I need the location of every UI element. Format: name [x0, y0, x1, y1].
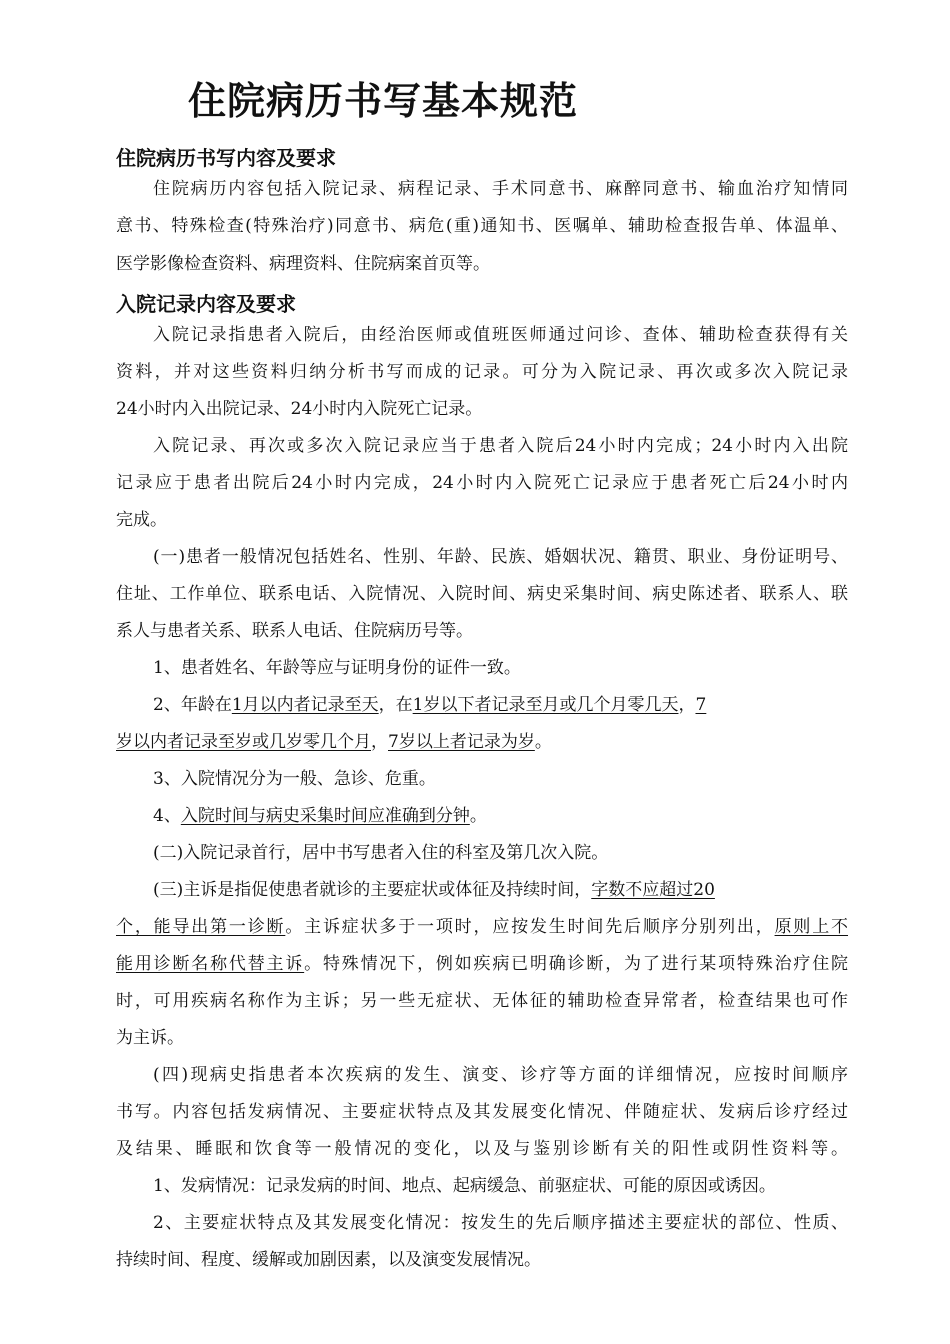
section-heading-admission-record: 入院记录内容及要求	[116, 292, 296, 316]
paragraph-line: 入院记录指患者入院后，由经治医师或值班医师通过问诊、查体、辅助检查获得有关	[153, 325, 848, 345]
paragraph-line: (三)主诉是指促使患者就诊的主要症状或体征及持续时间，字数不应超过20	[153, 880, 715, 900]
paragraph-line: 书写。内容包括发病情况、主要症状特点及其发展变化情况、伴随症状、发病后诊疗经过	[116, 1102, 848, 1122]
list-item-continuation: 岁以内者记录至岁或几岁零几个月，7岁以上者记录为岁。	[116, 732, 552, 752]
paragraph-line: 入院记录、再次或多次入院记录应当于患者入院后24小时内完成；24小时内入出院	[153, 436, 848, 456]
document-title: 住院病历书写基本规范	[188, 79, 579, 123]
underlined-text: 原则上不	[774, 917, 849, 937]
underlined-text: 个，能导出第一诊断	[116, 917, 286, 937]
paragraph-line: 医学影像检查资料、病理资料、住院病案首页等。	[116, 254, 490, 274]
paragraph-line: 资料，并对这些资料归纳分析书写而成的记录。可分为入院记录、再次或多次入院记录	[116, 362, 848, 382]
underlined-text: 1岁以下者记录至月或几个月零几天	[412, 695, 679, 715]
paragraph-line: 为主诉。	[116, 1028, 184, 1048]
paragraph-line: 时，可用疾病名称作为主诉；另一些无症状、无体征的辅助检查异常者，检查结果也可作	[116, 991, 848, 1011]
list-item-continuation: 持续时间、程度、缓解或加剧因素，以及演变发展情况。	[116, 1250, 541, 1270]
list-item: 2、主要症状特点及其发展变化情况：按发生的先后顺序描述主要症状的部位、性质、	[153, 1213, 848, 1233]
underlined-text: 岁以内者记录至岁或几岁零几个月	[116, 732, 371, 752]
paragraph-line: 完成。	[116, 510, 167, 530]
paragraph-line: 住址、工作单位、联系电话、入院情况、入院时间、病史采集时间、病史陈述者、联系人、联	[116, 584, 848, 604]
paragraph-line: 住院病历内容包括入院记录、病程记录、手术同意书、麻醉同意书、输血治疗知情同	[153, 179, 848, 199]
list-item: 4、入院时间与病史采集时间应准确到分钟。	[153, 806, 487, 826]
underlined-text: 7	[695, 695, 707, 715]
paragraph-line: 个，能导出第一诊断。主诉症状多于一项时，应按发生时间先后顺序分别列出，原则上不	[116, 917, 849, 937]
paragraph-line: 记录应于患者出院后24小时内完成，24小时内入院死亡记录应于患者死亡后24小时内	[116, 473, 848, 493]
paragraph-line: 意书、特殊检查(特殊治疗)同意书、病危(重)通知书、医嘱单、辅助检查报告单、体温单、	[116, 216, 848, 236]
paragraph-line: (四)现病史指患者本次疾病的发生、演变、诊疗等方面的详细情况，应按时间顺序	[153, 1065, 848, 1085]
section-heading-content-requirements: 住院病历书写内容及要求	[116, 146, 336, 170]
list-item: 3、入院情况分为一般、急诊、危重。	[153, 769, 436, 789]
list-item: 1、患者姓名、年龄等应与证明身份的证件一致。	[153, 658, 521, 678]
underlined-text: 1月以内者记录至天	[231, 695, 379, 715]
paragraph-line: 24小时内入出院记录、24小时内入院死亡记录。	[116, 399, 483, 419]
underlined-text: 字数不应超过20	[591, 880, 715, 900]
underlined-text: 入院时间与病史采集时间应准确到分钟	[180, 806, 470, 826]
underlined-text: 7岁以上者记录为岁	[388, 732, 535, 752]
paragraph-line: (一)患者一般情况包括姓名、性别、年龄、民族、婚姻状况、籍贯、职业、身份证明号、	[153, 547, 848, 567]
paragraph-line: 系人与患者关系、联系人电话、住院病历号等。	[116, 621, 473, 641]
list-item: 1、发病情况：记录发病的时间、地点、起病缓急、前驱症状、可能的原因或诱因。	[153, 1176, 776, 1196]
underlined-text: 能用诊断名称代替主诉	[116, 954, 305, 974]
paragraph-line: (二)入院记录首行，居中书写患者入住的科室及第几次入院。	[153, 843, 609, 863]
paragraph-line: 能用诊断名称代替主诉。特殊情况下，例如疾病已明确诊断，为了进行某项特殊治疗住院	[116, 954, 849, 974]
list-item: 2、年龄在1月以内者记录至天，在1岁以下者记录至月或几个月零几天，7	[153, 695, 707, 715]
paragraph-line: 及结果、睡眠和饮食等一般情况的变化，以及与鉴别诊断有关的阳性或阴性资料等。	[116, 1139, 848, 1159]
